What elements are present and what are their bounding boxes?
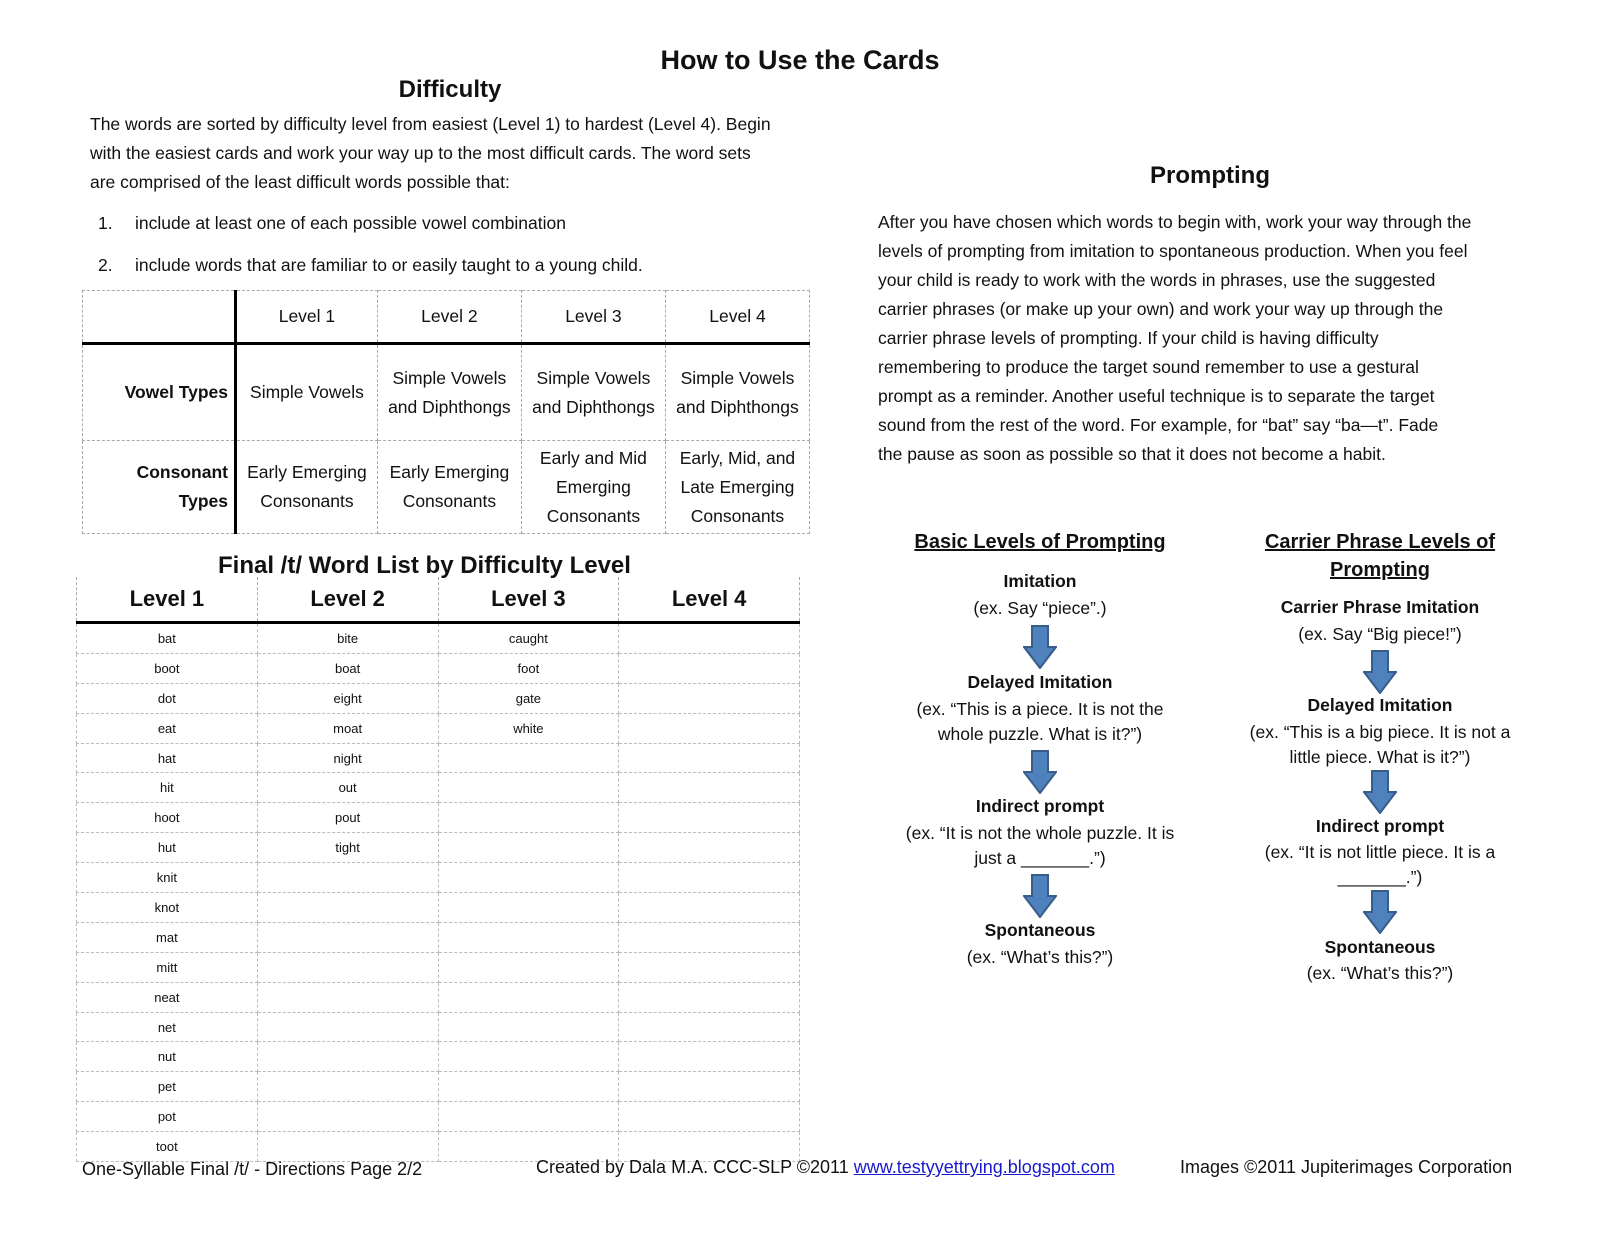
word-cell [257, 1132, 438, 1162]
word-cell: moat [257, 713, 438, 743]
word-cell: nut [77, 1042, 258, 1072]
footer-link[interactable]: www.testyyettrying.blogspot.com [853, 1157, 1115, 1177]
table-cell: Simple Vowels and Diphthongs [521, 344, 665, 441]
word-cell: pet [77, 1072, 258, 1102]
difficulty-heading: Difficulty [398, 76, 502, 103]
carrier-step-text: (ex. Say “Big piece!”) [1298, 624, 1462, 644]
footer-center [536, 1157, 1115, 1178]
word-cell: hit [77, 773, 258, 803]
table-row [77, 893, 800, 923]
word-cell [257, 922, 438, 952]
basic-step-text: (ex. “This is a piece. It is not the whole puzzle. What is it?”) [916, 699, 1164, 744]
level-header: Level 2 [377, 291, 521, 344]
word-cell: hut [77, 833, 258, 863]
word-cell [619, 683, 800, 713]
word-list-title: Final /t/ Word List by Difficulty Level [218, 552, 631, 579]
carrier-step-imitation: Carrier Phrase Imitation [1280, 597, 1480, 617]
table-row [77, 952, 800, 982]
word-cell: tight [257, 833, 438, 863]
word-cell [619, 1012, 800, 1042]
down-arrow-icon [1363, 890, 1397, 934]
basic-step-text: (ex. “What’s this?”) [966, 947, 1114, 967]
word-cell [619, 863, 800, 893]
word-cell [438, 1102, 619, 1132]
down-arrow-icon [1023, 750, 1057, 794]
vowel-types-label: Vowel Types [83, 344, 236, 441]
table-row [77, 1012, 800, 1042]
word-cell [619, 623, 800, 654]
carrier-step-text: (ex. “This is a big piece. It is not a little piece. What is it?”) [1249, 722, 1511, 767]
down-arrow-icon [1363, 770, 1397, 814]
consonant-types-label: Consonant Types [83, 441, 236, 534]
word-cell [438, 773, 619, 803]
table-cell: Early, Mid, and Late Emerging Consonants [665, 441, 809, 534]
table-row [77, 743, 800, 773]
word-cell: dot [77, 683, 258, 713]
word-cell [619, 952, 800, 982]
footer-credit: Created by Dala M.A. CCC-SLP ©2011 [536, 1157, 849, 1177]
carrier-step-delayed-imitation: Delayed Imitation [1307, 695, 1453, 715]
word-cell: bat [77, 623, 258, 654]
table-row [77, 623, 800, 654]
table-row [77, 922, 800, 952]
word-cell: caught [438, 623, 619, 654]
word-cell: foot [438, 653, 619, 683]
word-cell [257, 1012, 438, 1042]
word-cell [619, 893, 800, 923]
prompting-heading: Prompting [1150, 162, 1270, 189]
word-cell: mitt [77, 952, 258, 982]
word-cell [619, 1102, 800, 1132]
word-cell: net [77, 1012, 258, 1042]
table-row [77, 1072, 800, 1102]
word-cell: mat [77, 922, 258, 952]
difficulty-table [82, 290, 810, 534]
word-cell [619, 1042, 800, 1072]
word-cell [438, 1012, 619, 1042]
word-cell [257, 1072, 438, 1102]
word-cell [257, 863, 438, 893]
word-cell [438, 982, 619, 1012]
word-cell [438, 922, 619, 952]
word-cell: boat [257, 653, 438, 683]
table-row [77, 803, 800, 833]
table-row [77, 713, 800, 743]
carrier-step-text: (ex. “What’s this?”) [1306, 963, 1454, 983]
page-title: How to Use the Cards [660, 45, 940, 75]
word-cell [619, 1072, 800, 1102]
word-cell: toot [77, 1132, 258, 1162]
word-cell [438, 833, 619, 863]
word-list-header: Level 2 [257, 577, 438, 623]
table-row [77, 1102, 800, 1132]
word-cell: hat [77, 743, 258, 773]
down-arrow-icon [1023, 874, 1057, 918]
word-cell: white [438, 713, 619, 743]
word-cell: night [257, 743, 438, 773]
word-cell [438, 863, 619, 893]
word-cell: eat [77, 713, 258, 743]
difficulty-paragraph: The words are sorted by difficulty level from easiest (Level 1) to hardest (Level 4). Begin with the easiest cards and work your way up to the most difficult cards. The word sets are comprised of the least difficult words possible that: [90, 114, 771, 192]
table-cell: Early Emerging Consonants [236, 441, 378, 534]
carrier-step-spontaneous: Spontaneous [1324, 937, 1436, 957]
word-list-header: Level 1 [77, 577, 258, 623]
level-header: Level 1 [236, 291, 378, 344]
word-cell [257, 1042, 438, 1072]
word-cell: neat [77, 982, 258, 1012]
word-cell [619, 773, 800, 803]
basic-step-spontaneous: Spontaneous [984, 920, 1096, 940]
word-cell: knot [77, 893, 258, 923]
word-cell: bite [257, 623, 438, 654]
word-list-table [76, 577, 800, 1162]
word-cell: gate [438, 683, 619, 713]
carrier-step-indirect-prompt: Indirect prompt [1315, 816, 1445, 836]
level-header: Level 4 [665, 291, 809, 344]
prompting-paragraph: After you have chosen which words to begin with, work your way through the levels of prompting from imitation to spontaneous production. When you feel your child is ready to work with the words in phrases, use the suggested carrier phrases (or make up your own) and work your way up through the carrier phrase levels of prompting. If your child is having difficulty remembering to produce the target sound remember to use a gestural prompt as a reminder. Another useful technique is to separate the target sound from the rest of the word. For example, for “bat” say “ba—t”. Fade the pause as soon as possible so that it does not become a habit. [878, 212, 1472, 464]
table-row [77, 833, 800, 863]
basic-step-text: (ex. Say “piece”.) [973, 598, 1107, 618]
word-cell: boot [77, 653, 258, 683]
carrier-step-text: (ex. “It is not little piece. It is a _______.”) [1264, 842, 1496, 887]
table-row [77, 683, 800, 713]
word-cell [438, 743, 619, 773]
word-cell [438, 893, 619, 923]
word-cell [619, 833, 800, 863]
word-cell: pout [257, 803, 438, 833]
basic-step-indirect-prompt: Indirect prompt [975, 796, 1105, 816]
down-arrow-icon [1363, 650, 1397, 694]
basic-step-text: (ex. “It is not the whole puzzle. It is just a _______.”) [905, 823, 1175, 868]
table-cell: Early and Mid Emerging Consonants [521, 441, 665, 534]
word-cell [619, 922, 800, 952]
table-cell: Simple Vowels and Diphthongs [377, 344, 521, 441]
word-cell: knit [77, 863, 258, 893]
word-cell: pot [77, 1102, 258, 1132]
word-cell [438, 1042, 619, 1072]
word-cell [438, 952, 619, 982]
table-row [77, 982, 800, 1012]
basic-levels-title: Basic Levels of Prompting [914, 531, 1166, 553]
table-row [77, 863, 800, 893]
word-cell: out [257, 773, 438, 803]
basic-step-delayed-imitation: Delayed Imitation [967, 672, 1113, 692]
table-row [77, 653, 800, 683]
table-cell: Early Emerging Consonants [377, 441, 521, 534]
table-row [77, 773, 800, 803]
word-cell: eight [257, 683, 438, 713]
word-list-header: Level 4 [619, 577, 800, 623]
word-cell [619, 713, 800, 743]
list-item: 2. include words that are familiar to or easily taught to a young child. [98, 255, 643, 275]
word-cell [619, 653, 800, 683]
table-row [77, 1042, 800, 1072]
word-cell [257, 1102, 438, 1132]
word-list-header: Level 3 [438, 577, 619, 623]
footer-right: Images ©2011 Jupiterimages Corporation [1180, 1157, 1513, 1177]
word-cell: hoot [77, 803, 258, 833]
carrier-levels-title: Carrier Phrase Levels of Prompting [1264, 531, 1496, 581]
word-cell [619, 803, 800, 833]
word-cell [257, 982, 438, 1012]
word-cell [619, 982, 800, 1012]
table-cell: Simple Vowels and Diphthongs [665, 344, 809, 441]
word-cell [257, 952, 438, 982]
word-cell [438, 803, 619, 833]
table-corner [83, 291, 236, 344]
table-cell: Simple Vowels [236, 344, 378, 441]
word-cell [438, 1072, 619, 1102]
word-cell [619, 743, 800, 773]
list-item: 1. include at least one of each possible vowel combination [98, 213, 566, 233]
word-cell [257, 893, 438, 923]
level-header: Level 3 [521, 291, 665, 344]
basic-step-imitation: Imitation [1003, 571, 1077, 591]
footer-left: One-Syllable Final /t/ - Directions Page 2/2 [82, 1159, 423, 1179]
down-arrow-icon [1023, 625, 1057, 669]
